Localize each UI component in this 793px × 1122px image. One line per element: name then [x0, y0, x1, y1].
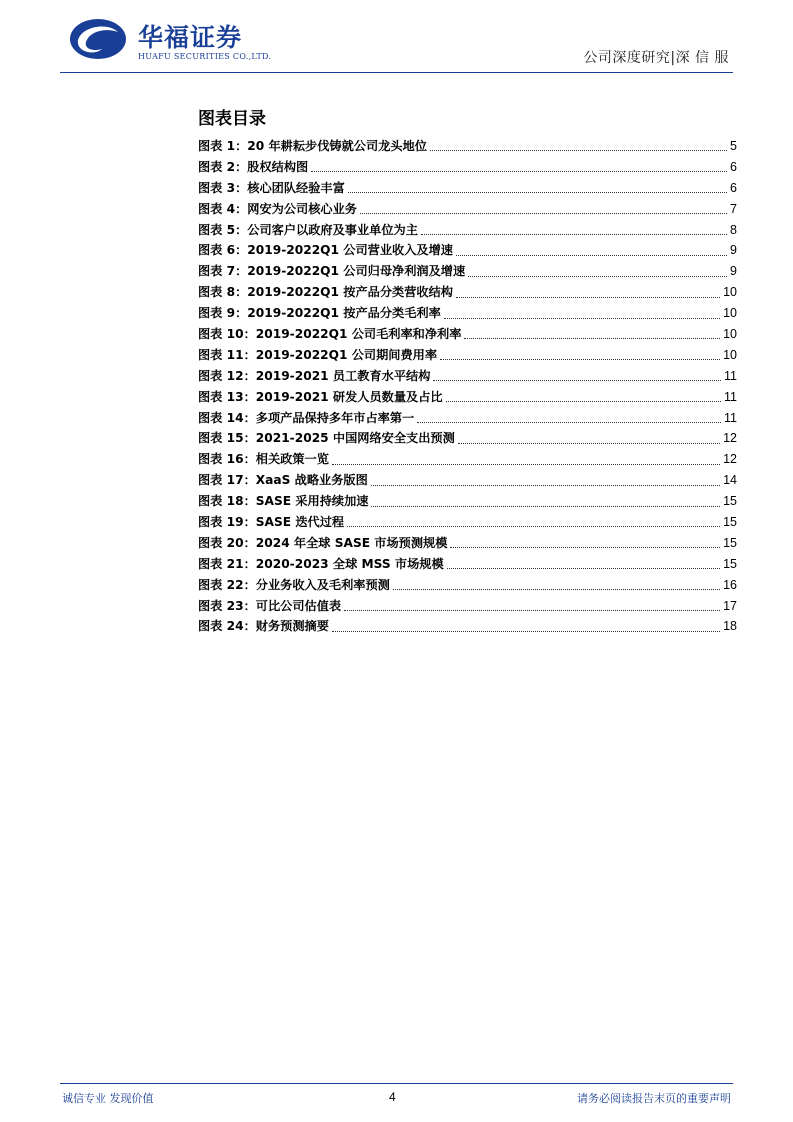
toc-entry-label[interactable]: 图表 14：多项产品保持多年市占率第一 [198, 410, 415, 425]
toc-entry[interactable] [198, 157, 737, 178]
toc-entry-label[interactable]: 图表 16：相关政策一览 [198, 452, 329, 467]
toc-entry-page[interactable]: 18 [723, 619, 737, 634]
toc-dot-leader [446, 400, 721, 402]
toc-entry[interactable] [198, 261, 737, 282]
toc-entry[interactable] [198, 324, 737, 345]
toc-entry-label[interactable]: 图表 23：可比公司估值表 [198, 598, 342, 613]
toc-entry-page[interactable]: 15 [723, 535, 737, 550]
toc-entry-page[interactable]: 15 [723, 515, 737, 530]
toc-entry-page[interactable]: 12 [723, 431, 737, 446]
toc-entry-page[interactable]: 14 [723, 473, 737, 488]
toc-entry-label[interactable]: 图表 1：20 年耕耘步伐铸就公司龙头地位 [198, 139, 427, 153]
toc-entry-page[interactable]: 6 [730, 159, 737, 174]
page-header [60, 14, 733, 74]
toc-entry-page[interactable]: 15 [723, 494, 737, 509]
toc-entry-page[interactable]: 10 [723, 306, 737, 321]
toc-entry-page[interactable]: 17 [723, 598, 737, 613]
toc-dot-leader [347, 525, 720, 527]
toc-entry-label[interactable]: 图表 8：2019-2022Q1 按产品分类营收结构 [198, 285, 453, 300]
toc-dot-leader [371, 505, 720, 507]
toc-dot-leader [430, 149, 727, 151]
toc-dot-leader [464, 337, 720, 339]
toc-entry-label[interactable]: 图表 4：网安为公司核心业务 [198, 201, 357, 216]
toc-entry-page[interactable]: 5 [730, 139, 737, 153]
toc-entry-label[interactable]: 图表 15：2021-2025 中国网络安全支出预测 [198, 431, 455, 446]
toc-entry-page[interactable]: 16 [723, 577, 737, 592]
toc-dot-leader [421, 233, 727, 235]
toc-entry-label[interactable]: 图表 5：公司客户以政府及事业单位为主 [198, 222, 418, 237]
toc-entry[interactable] [198, 366, 737, 387]
toc-entry-page[interactable]: 15 [723, 556, 737, 571]
toc-entry-label[interactable]: 图表 19：SASE 迭代过程 [198, 515, 345, 530]
toc-entry[interactable] [198, 408, 737, 429]
toc-dot-leader [468, 275, 727, 277]
toc-entry-label[interactable]: 图表 3：核心团队经验丰富 [198, 180, 345, 195]
toc-dot-leader [447, 567, 720, 569]
toc-entry-label[interactable]: 图表 24：财务预测摘要 [198, 619, 329, 634]
toc-entry-page[interactable]: 12 [723, 452, 737, 467]
toc-entry[interactable] [198, 533, 737, 554]
toc-entry[interactable] [198, 178, 737, 199]
page-number: 4 [389, 1090, 396, 1104]
toc-entry-page[interactable]: 10 [723, 327, 737, 342]
toc-entry-label[interactable]: 图表 21：2020-2023 全球 MSS 市场规模 [198, 556, 444, 571]
huafu-logo-icon [68, 16, 128, 62]
toc-dot-leader [440, 358, 720, 360]
toc-entry-page[interactable]: 11 [724, 368, 737, 383]
toc-entry-label[interactable]: 图表 7：2019-2022Q1 公司归母净利润及增速 [198, 264, 466, 279]
toc-entry-label[interactable]: 图表 11：2019-2022Q1 公司期间费用率 [198, 347, 438, 362]
toc-entry-page[interactable]: 7 [730, 201, 737, 216]
toc-entry[interactable] [198, 575, 737, 596]
toc-dot-leader [332, 463, 720, 465]
toc-entry[interactable] [198, 240, 737, 261]
toc-entry-page[interactable]: 11 [724, 410, 737, 425]
toc-dot-leader [360, 212, 727, 214]
toc-entry[interactable] [198, 554, 737, 575]
toc-entry-label[interactable]: 图表 13：2019-2021 研发人员数量及占比 [198, 389, 443, 404]
toc-entry-label[interactable]: 图表 17：XaaS 战略业务版图 [198, 473, 368, 488]
toc-entry[interactable] [198, 596, 737, 617]
toc-dot-leader [393, 588, 720, 590]
toc-entry-label[interactable]: 图表 18：SASE 采用持续加速 [198, 494, 369, 509]
toc-entry[interactable] [198, 136, 737, 157]
toc-entry[interactable] [198, 220, 737, 241]
toc-entry-page[interactable]: 9 [730, 264, 737, 279]
footer-divider [60, 1083, 733, 1084]
toc-dot-leader [456, 296, 720, 298]
toc-entry[interactable] [198, 282, 737, 303]
toc-dot-leader [433, 379, 721, 381]
toc-title: 图表目录 [198, 109, 266, 129]
toc-dot-leader [344, 609, 720, 611]
toc-entry[interactable] [198, 428, 737, 449]
toc-entry[interactable] [198, 199, 737, 220]
toc-entry[interactable] [198, 449, 737, 470]
toc-entry-page[interactable]: 9 [730, 243, 737, 258]
toc-dot-leader [450, 546, 720, 548]
logo-chinese-name: 华福证券 [138, 23, 243, 52]
toc-entry[interactable] [198, 470, 737, 491]
report-type: 公司深度研究|深 信 服 [583, 50, 729, 66]
toc-dot-leader [371, 484, 720, 486]
toc-entry-label[interactable]: 图表 20：2024 年全球 SASE 市场预测规模 [198, 535, 448, 550]
footer-disclaimer: 请务必阅读报告末页的重要声明 [577, 1092, 731, 1105]
toc-entry-page[interactable]: 6 [730, 180, 737, 195]
toc-dot-leader [444, 317, 720, 319]
header-divider [60, 72, 733, 73]
toc-entry-label[interactable]: 图表 6：2019-2022Q1 公司营业收入及增速 [198, 243, 453, 258]
toc-entry-page[interactable]: 11 [724, 389, 737, 404]
toc-entry[interactable] [198, 512, 737, 533]
toc-entry-page[interactable]: 10 [723, 347, 737, 362]
toc-entry[interactable] [198, 303, 737, 324]
toc-dot-leader [332, 630, 720, 632]
toc-entry-label[interactable]: 图表 10：2019-2022Q1 公司毛利率和净利率 [198, 327, 462, 342]
logo-english-name: HUAFU SECURITIES CO.,LTD. [138, 52, 272, 61]
toc-entry-page[interactable]: 10 [723, 285, 737, 300]
footer-slogan: 诚信专业 发现价值 [62, 1092, 154, 1105]
toc-dot-leader [458, 442, 720, 444]
toc-entry-label[interactable]: 图表 2：股权结构图 [198, 159, 309, 174]
toc-dot-leader [456, 254, 727, 256]
toc-entry[interactable] [198, 387, 737, 408]
toc-entry-label[interactable]: 图表 9：2019-2022Q1 按产品分类毛利率 [198, 306, 441, 321]
toc-dot-leader [417, 421, 721, 423]
toc-entry[interactable] [198, 345, 737, 366]
toc-entry-page[interactable]: 8 [730, 222, 737, 237]
toc-entry[interactable] [198, 616, 737, 637]
toc-entry[interactable] [198, 491, 737, 512]
toc-entry-label[interactable]: 图表 12：2019-2021 员工教育水平结构 [198, 368, 431, 383]
table-of-figures [198, 136, 737, 637]
toc-dot-leader [348, 191, 727, 193]
toc-dot-leader [311, 170, 727, 172]
toc-entry-label[interactable]: 图表 22：分业务收入及毛利率预测 [198, 577, 390, 592]
